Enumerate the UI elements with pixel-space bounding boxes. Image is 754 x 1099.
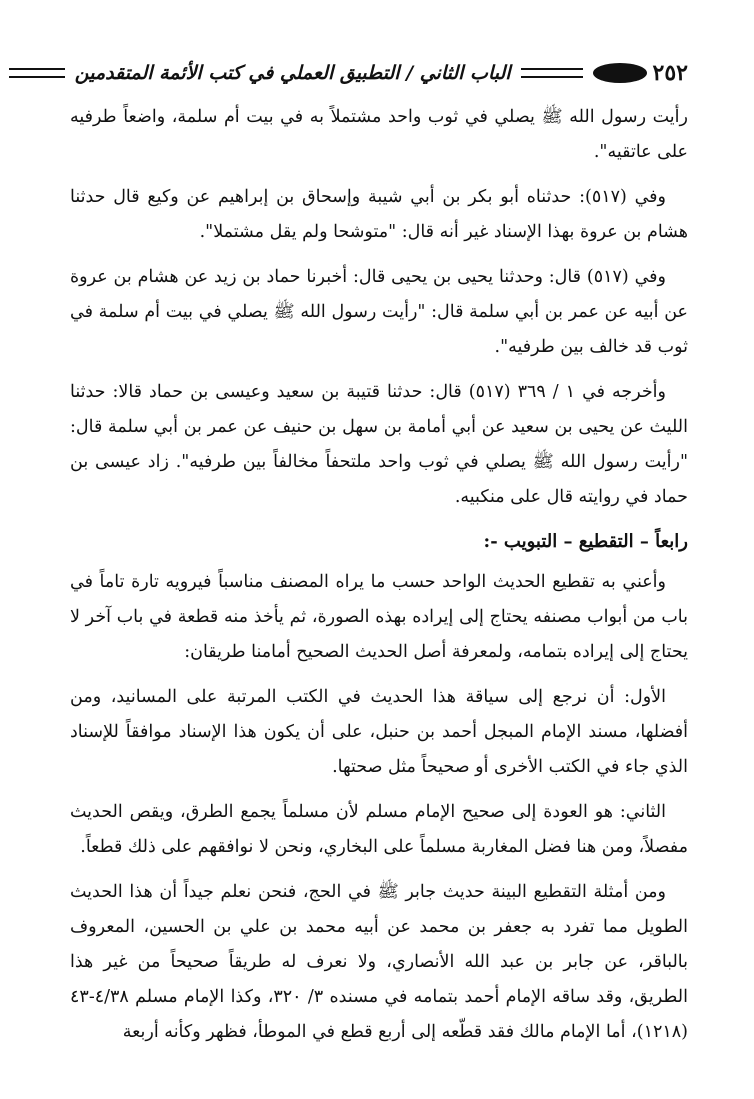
page-body [70, 100, 688, 1050]
paragraph: الثاني: هو العودة إلى صحيح الإمام مسلم لأن مسلماً يجمع الطرق، ويقص الحديث مفصلاً، ومن هنا فضل المغاربة مسلماً على البخاري، ونحن لا نوافقهم على ذلك قطعاً. [70, 802, 688, 857]
paragraph: رأيت رسول الله ﷺ يصلي في ثوب واحد مشتملاً به في بيت أم سلمة، واضعاً طرفيه على عاتقيه". [70, 107, 688, 162]
header-rule-right [521, 68, 583, 78]
paragraph: ومن أمثلة التقطيع البينة حديث جابر ﷺ في الحج، فنحن نعلم جيداً أن هذا الحديث الطويل مما تفرد به جعفر بن محمد عن أبيه محمد بن علي بن الحسين، المعروف بالباقر، عن جابر بن عبد الله الأنصاري، ولا نعرف له طريقاً صحيحاً من غير هذا الطريق، وقد ساقه الإمام أحمد بتمامه في مسنده ٣/ ٣٢٠، وكذا الإمام مسلم ٤/٣٨-٤٣ (١٢١٨)، أما الإمام مالك فقد قطّعه إلى أربع قطع في الموطأ، فظهر وكأنه أربعة [70, 882, 688, 1042]
paragraph: وأعني به تقطيع الحديث الواحد حسب ما يراه المصنف مناسباً فيرويه تارة تاماً في باب من أبواب مصنفه يحتاج إلى إيراده بهذه الصورة، ثم يأخذ منه قطعة في باب آخر لا يحتاج إلى إيراده بتمامه، ولمعرفة أصل الحديث الصحيح أمامنا طريقان: [70, 572, 688, 662]
document-page [70, 50, 688, 1090]
section-heading: رابعاً – التقطيع – التبويب -: [483, 531, 688, 552]
page-header [70, 50, 688, 96]
paragraph: وأخرجه في ١ / ٣٦٩ (٥١٧) قال: حدثنا قتيبة بن سعيد وعيسى بن حماد قالا: حدثنا الليث عن يحيى بن سعيد عن أبي أمامة بن سهل بن حنيف عن عمر بن أبي سلمة قال: "رأيت رسول الله ﷺ يصلي في ثوب واحد ملتحفاً مخالفاً بين طرفيه". زاد عيسى بن حماد في روايته قال على منكبيه. [70, 382, 688, 507]
header-rule-left [9, 68, 65, 78]
page-number: ٢٥٢ [652, 60, 688, 86]
paragraph: وفي (٥١٧) قال: وحدثنا يحيى بن يحيى قال: أخبرنا حماد بن زيد عن هشام بن عروة عن أبيه عن عمر بن أبي سلمة قال: "رأيت رسول الله ﷺ يصلي في بيت أم سلمة في ثوب قد خالف بين طرفيه". [70, 267, 688, 357]
chapter-title: الباب الثاني / التطبيق العملي في كتب الأئمة المتقدمين [74, 62, 511, 84]
header-bullet-ornament [593, 63, 647, 83]
paragraph: الأول: أن نرجع إلى سياقة هذا الحديث في الكتب المرتبة على المسانيد، ومن أفضلها، مسند الإمام المبجل أحمد بن حنبل، على أن يكون هذا الإسناد موافقاً للإسناد الذي جاء في الكتب الأخرى أو صحيحاً مثل صحتها. [70, 687, 688, 777]
paragraph: وفي (٥١٧): حدثناه أبو بكر بن أبي شيبة وإسحاق بن إبراهيم عن وكيع قال حدثنا هشام بن عروة بهذا الإسناد غير أنه قال: "متوشحا ولم يقل مشتملا". [70, 187, 688, 242]
